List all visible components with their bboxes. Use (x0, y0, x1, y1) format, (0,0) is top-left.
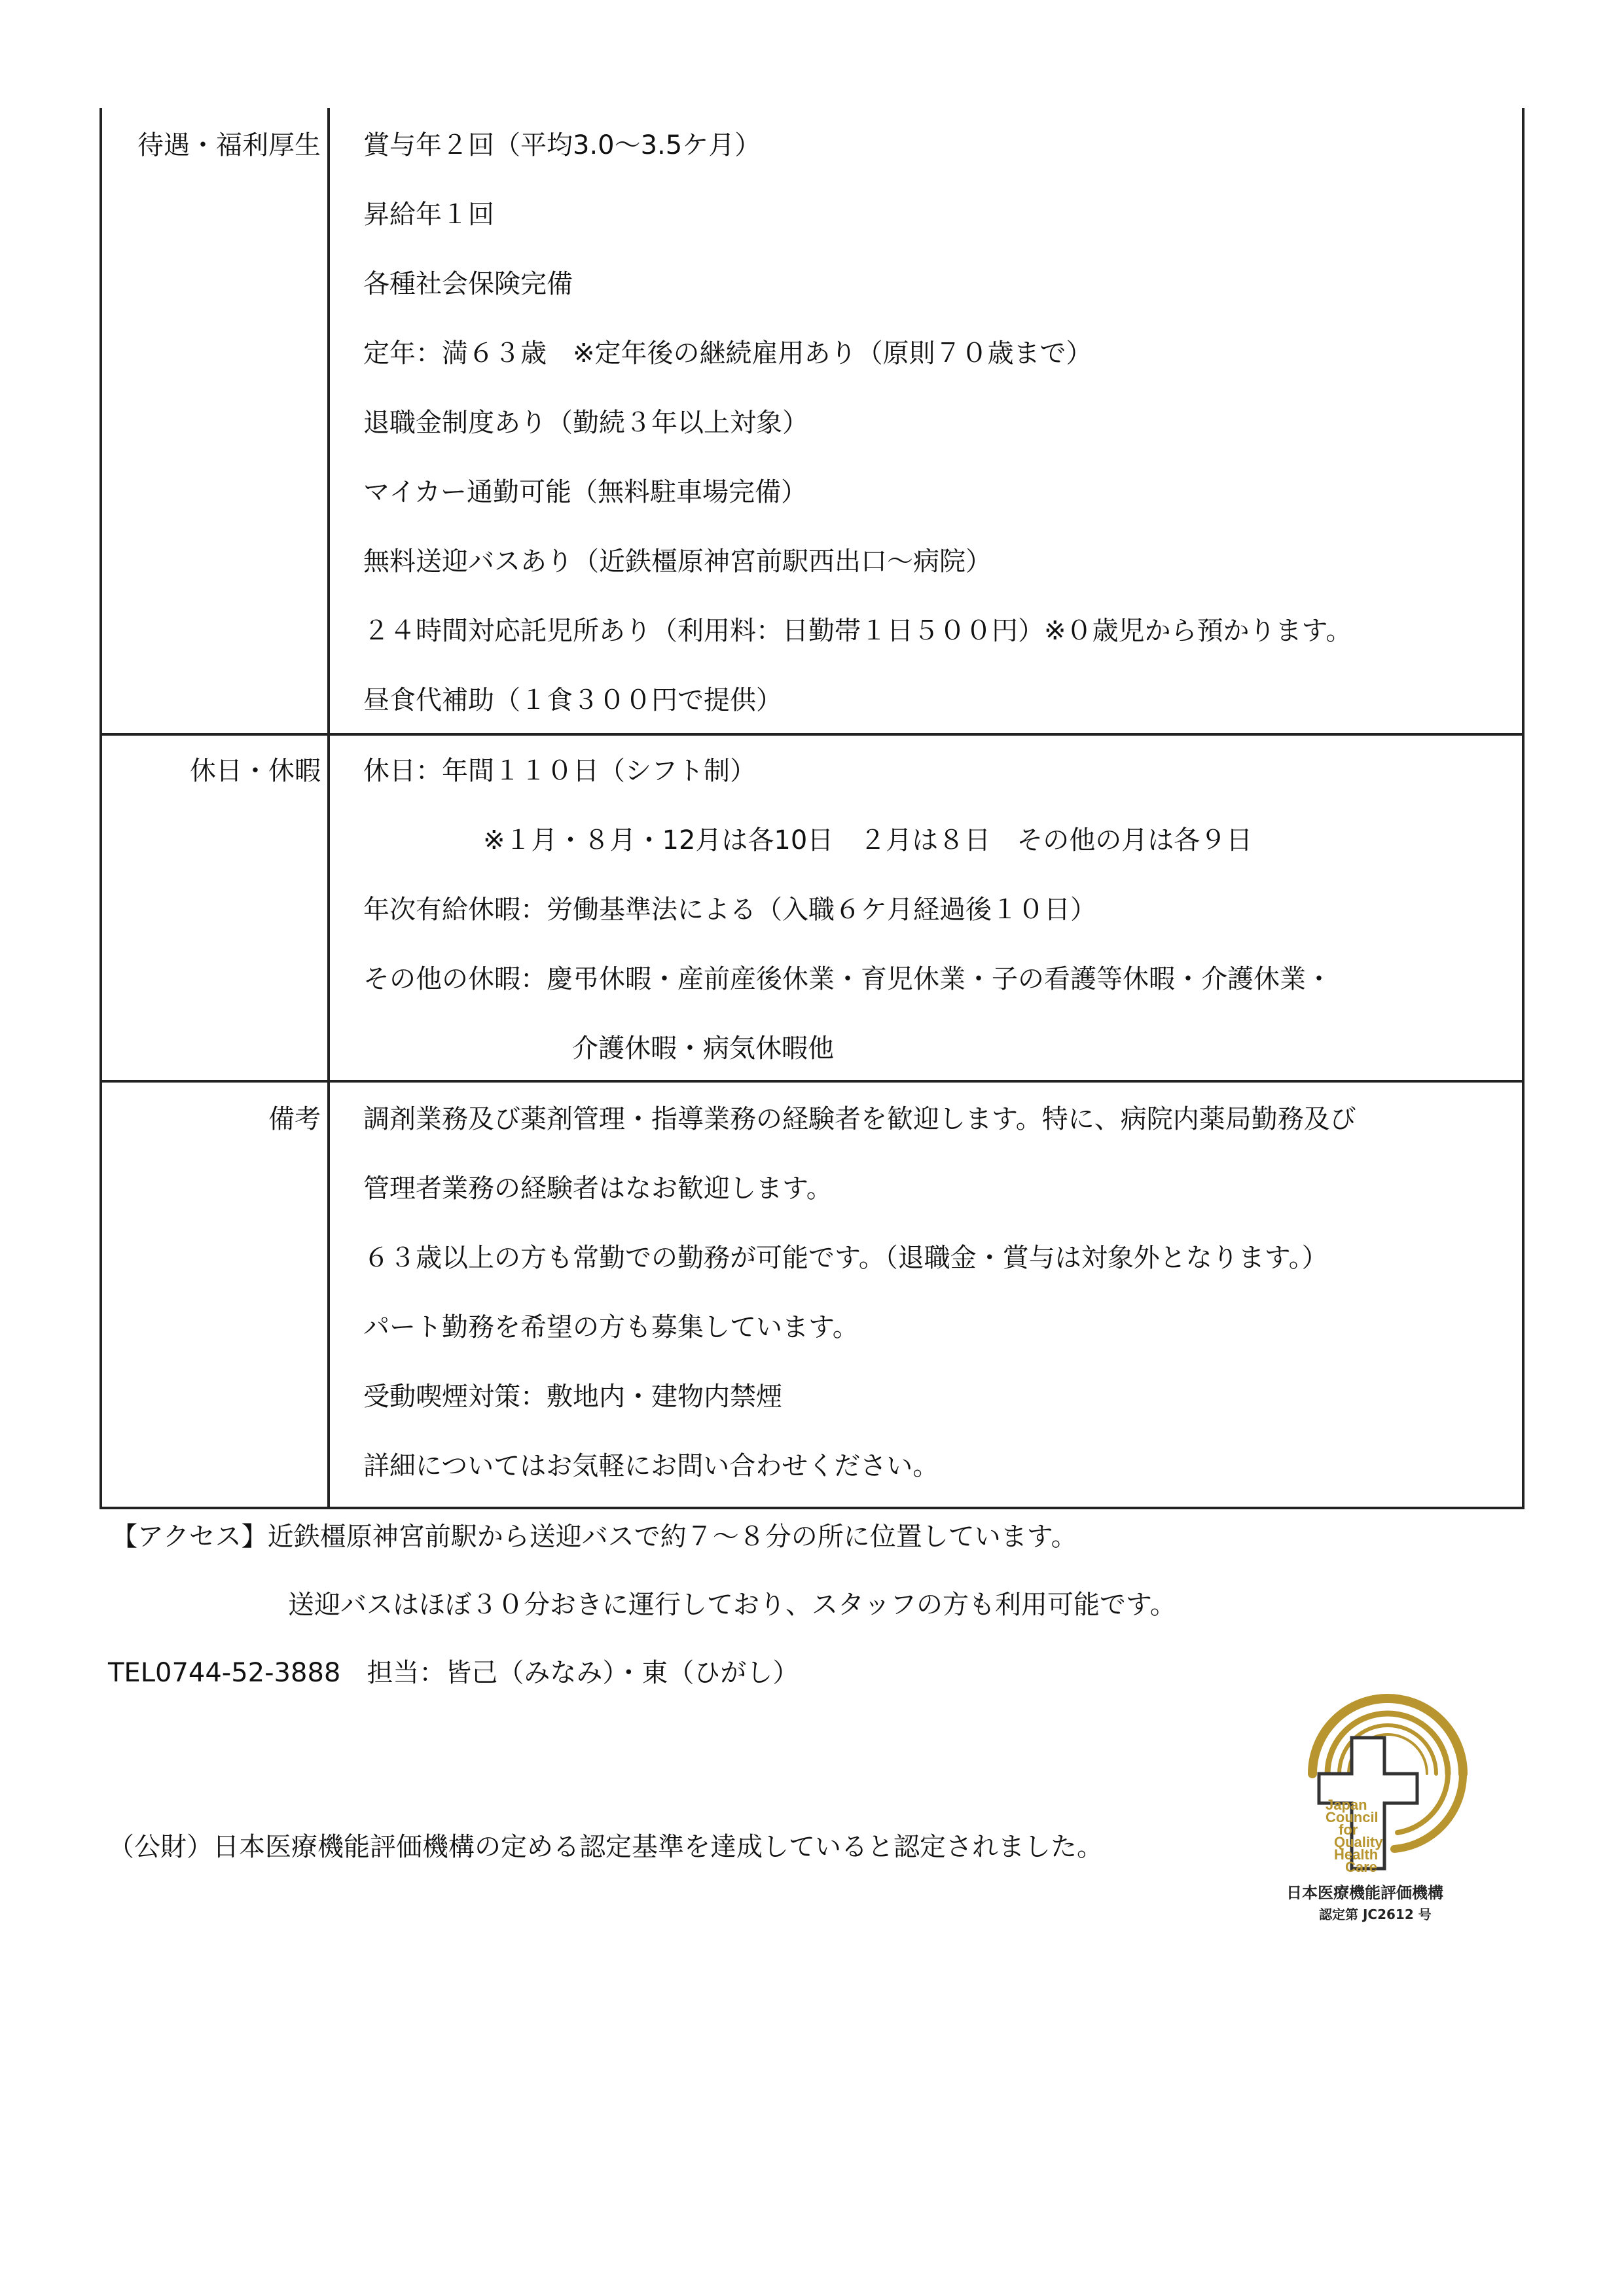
benefits-line-4: 定年：満６３歳 ※定年後の継続雇用あり（原則７０歳まで） (363, 338, 1092, 368)
accreditation-seal-icon (1276, 1676, 1499, 1937)
row-separator-1 (99, 733, 1525, 736)
logo-cert-number: 認定第 JC2612 号 (1319, 1907, 1432, 1922)
table-right-border (1522, 108, 1525, 1509)
row-separator-2 (99, 1080, 1525, 1083)
holidays-line-1: 休日：年間１１０日（シフト制） (363, 756, 756, 786)
benefits-line-5: 退職金制度あり（勤続３年以上対象） (363, 408, 808, 438)
table-bottom-border (99, 1507, 1525, 1509)
benefits-line-3: 各種社会保険完備 (363, 269, 573, 299)
notes-line-6: 詳細についてはお気軽にお問い合わせください。 (363, 1451, 939, 1481)
row-label-benefits: 待遇・福利厚生 (137, 130, 321, 160)
benefits-line-1: 賞与年２回（平均3.0～3.5ケ月） (363, 130, 761, 160)
notes-line-5: 受動喫煙対策：敷地内・建物内禁煙 (363, 1382, 782, 1412)
certification-text: （公財）日本医療機能評価機構の定める認定基準を達成していると認定されました。 (108, 1832, 1103, 1862)
benefits-line-2: 昇給年１回 (363, 200, 494, 230)
access-line-1: 【アクセス】近鉄橿原神宮前駅から送迎バスで約７～８分の所に位置しています。 (111, 1522, 1077, 1552)
benefits-line-8: ２４時間対応託児所あり（利用料：日勤帯１日５００円）※０歳児から預かります。 (363, 616, 1352, 646)
logo-text-health: Health (1334, 1846, 1379, 1863)
benefits-line-6: マイカー通勤可能（無料駐車場完備） (363, 477, 807, 507)
benefits-line-7: 無料送迎バスあり（近鉄橿原神宮前駅西出口～病院） (363, 547, 992, 577)
notes-line-1: 調剤業務及び薬剤管理・指導業務の経験者を歓迎します。特に、病院内薬局勤務及び (363, 1104, 1356, 1134)
logo-text-quality: Quality (1334, 1834, 1383, 1850)
row-label-notes: 備考 (268, 1104, 321, 1134)
notes-line-2: 管理者業務の経験者はなお歓迎します。 (363, 1174, 833, 1204)
contact-line: TEL0744-52-3888 担当：皆己（みなみ）・東（ひがし） (108, 1658, 799, 1688)
logo-text-japan: Japan (1326, 1797, 1367, 1813)
logo-text-care: Care (1345, 1859, 1377, 1875)
logo-org-name: 日本医療機能評価機構 (1286, 1884, 1443, 1902)
holidays-line-3: 年次有給休暇：労働基準法による（入職６ケ月経過後１０日） (363, 895, 1096, 925)
table-divider (327, 108, 330, 1509)
logo-text-council: Council (1326, 1809, 1379, 1825)
holidays-line-4: その他の休暇：慶弔休暇・産前産後休業・育児休業・子の看護等休暇・介護休業・ (363, 964, 1332, 994)
notes-line-4: パート勤務を希望の方も募集しています。 (363, 1312, 859, 1342)
accreditation-logo (1276, 1676, 1499, 1937)
notes-line-3: ６３歳以上の方も常勤での勤務が可能です。（退職金・賞与は対象外となります。） (363, 1243, 1328, 1273)
row-label-holidays: 休日・休暇 (190, 756, 321, 786)
benefits-line-9: 昼食代補助（１食３００円で提供） (363, 685, 782, 715)
logo-text-for: for (1339, 1821, 1358, 1838)
table-left-border (99, 108, 102, 1509)
holidays-line-5: 介護休暇・病気休暇他 (572, 1033, 834, 1064)
access-line-2: 送迎バスはほぼ３０分おきに運行しており、スタッフの方も利用可能です。 (288, 1590, 1176, 1620)
holidays-line-2: ※１月・８月・12月は各10日 ２月は８日 その他の月は各９日 (483, 825, 1253, 855)
